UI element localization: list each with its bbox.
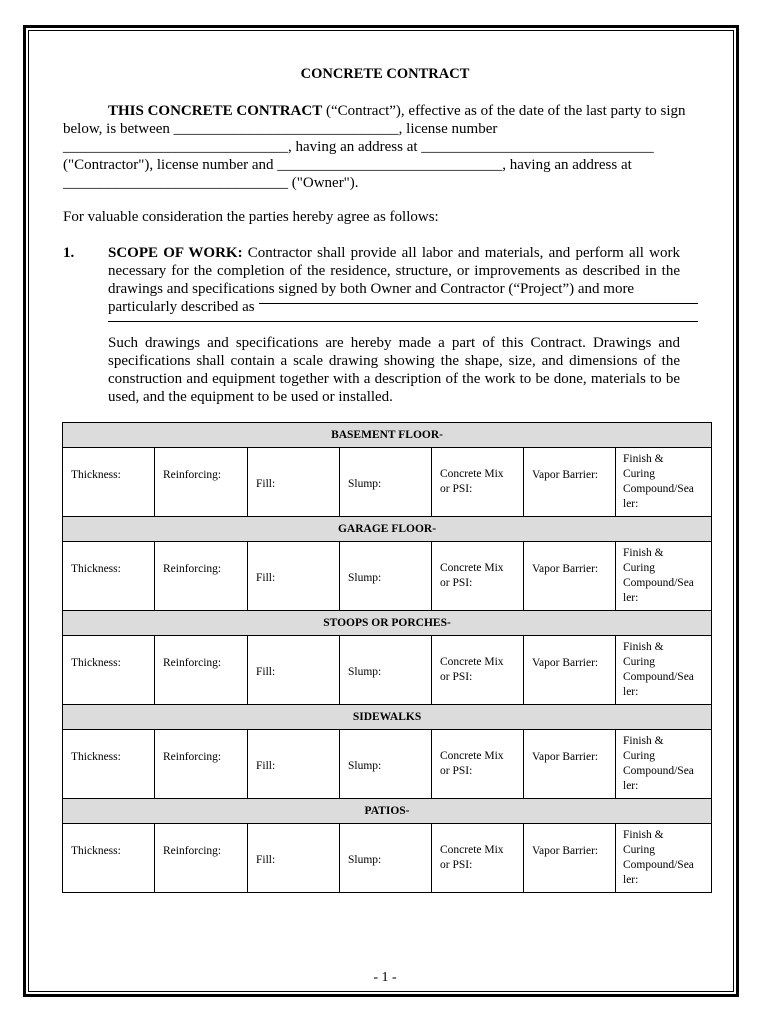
slump-cell[interactable] (340, 730, 432, 799)
finish-curing-cell[interactable] (616, 730, 712, 799)
scope-paragraph (108, 244, 680, 316)
section-header-row (63, 423, 712, 448)
reinforcing-label: Reinforcing: (163, 562, 222, 575)
spec-row (63, 636, 712, 705)
finish-curing-label (623, 546, 707, 606)
concrete-mix-label (440, 561, 519, 591)
intro-line-4: ("Contractor"), license number and ______________________________, having an address at (63, 157, 632, 173)
finish-curing-cell[interactable] (616, 448, 712, 517)
slump-cell[interactable] (340, 542, 432, 611)
concrete-mix-label-line-1: Concrete Mix (440, 844, 504, 856)
section-header-row (63, 611, 712, 636)
concrete-mix-label-line-1: Concrete Mix (440, 562, 504, 574)
slump-label: Slump: (348, 853, 382, 866)
finish-label-line-1: Finish & (623, 829, 664, 841)
fill-label: Fill: (256, 759, 276, 772)
vapor-barrier-cell[interactable] (524, 448, 616, 517)
vapor-barrier-cell[interactable] (524, 636, 616, 705)
concrete-mix-cell[interactable] (432, 824, 524, 893)
finish-label-line-2: Curing (623, 468, 655, 480)
fill-label: Fill: (256, 571, 276, 584)
thickness-label: Thickness: (71, 750, 121, 763)
section-header-row (63, 517, 712, 542)
finish-label-line-2: Curing (623, 844, 655, 856)
concrete-mix-label-line-1: Concrete Mix (440, 656, 504, 668)
drawings-paragraph: Such drawings and specifications are hereby made a part of this Contract. Drawings and specifications shall contain a scale drawing showing the shape, size, and dimensions of the construction and equipment together with a description of the work to be done, materials to be used, and the equipment to be used or installed. (108, 335, 680, 405)
description-blank-line-1 (259, 303, 698, 304)
concrete-mix-cell[interactable] (432, 636, 524, 705)
section-header: PATIOS- (63, 799, 712, 824)
reinforcing-cell[interactable] (155, 824, 248, 893)
page-number: - 1 - (373, 970, 397, 985)
slump-cell[interactable] (340, 824, 432, 893)
finish-label-line-3: Compound/Sea (623, 577, 694, 589)
finish-label-line-2: Curing (623, 750, 655, 762)
vapor-barrier-cell[interactable] (524, 730, 616, 799)
scope-last-line: particularly described as (108, 299, 255, 315)
thickness-label: Thickness: (71, 656, 121, 669)
reinforcing-label: Reinforcing: (163, 656, 222, 669)
vapor-barrier-cell[interactable] (524, 542, 616, 611)
reinforcing-label: Reinforcing: (163, 844, 222, 857)
reinforcing-cell[interactable] (155, 542, 248, 611)
concrete-mix-cell[interactable] (432, 730, 524, 799)
fill-label: Fill: (256, 477, 276, 490)
slump-cell[interactable] (340, 448, 432, 517)
intro-bold-lead: THIS CONCRETE CONTRACT (108, 103, 323, 119)
vapor-barrier-label: Vapor Barrier: (532, 750, 599, 763)
slump-label: Slump: (348, 477, 382, 490)
slump-label: Slump: (348, 571, 382, 584)
finish-label-line-3: Compound/Sea (623, 859, 694, 871)
concrete-mix-label-line-2: or PSI: (440, 671, 473, 683)
reinforcing-cell[interactable] (155, 636, 248, 705)
section-header-row (63, 799, 712, 824)
finish-curing-cell[interactable] (616, 636, 712, 705)
concrete-mix-label-line-2: or PSI: (440, 765, 473, 777)
consideration-text: For valuable consideration the parties hereby agree as follows: (63, 209, 439, 225)
fill-cell[interactable] (248, 636, 340, 705)
intro-line-1 (63, 102, 703, 120)
section-header: BASEMENT FLOOR- (63, 423, 712, 448)
finish-label-line-4: ler: (623, 686, 639, 698)
concrete-mix-label-line-1: Concrete Mix (440, 468, 504, 480)
section-header-row (63, 705, 712, 730)
spec-row (63, 542, 712, 611)
finish-curing-label (623, 640, 707, 700)
concrete-mix-label-line-1: Concrete Mix (440, 750, 504, 762)
finish-curing-cell[interactable] (616, 542, 712, 611)
thickness-label: Thickness: (71, 844, 121, 857)
finish-label-line-1: Finish & (623, 547, 664, 559)
intro-line-5: ______________________________ ("Owner"). (63, 175, 359, 191)
fill-cell[interactable] (248, 542, 340, 611)
finish-label-line-2: Curing (623, 562, 655, 574)
reinforcing-cell[interactable] (155, 448, 248, 517)
fill-cell[interactable] (248, 730, 340, 799)
finish-curing-label (623, 734, 707, 794)
finish-label-line-4: ler: (623, 592, 639, 604)
finish-curing-label (623, 828, 707, 888)
thickness-cell[interactable] (63, 542, 155, 611)
slump-label: Slump: (348, 665, 382, 678)
document-title: CONCRETE CONTRACT (300, 66, 470, 82)
intro-line-1-rest: (“Contract”), effective as of the date of the last party to sign (322, 103, 686, 119)
vapor-barrier-label: Vapor Barrier: (532, 844, 599, 857)
finish-label-line-3: Compound/Sea (623, 671, 694, 683)
section-header: SIDEWALKS (63, 705, 712, 730)
finish-curing-cell[interactable] (616, 824, 712, 893)
reinforcing-label: Reinforcing: (163, 750, 222, 763)
scope-heading: SCOPE OF WORK: (108, 245, 243, 261)
intro-line-2: below, is between ______________________________, license number (63, 121, 498, 137)
finish-label-line-3: Compound/Sea (623, 765, 694, 777)
reinforcing-cell[interactable] (155, 730, 248, 799)
scope-text: Contractor shall provide all labor and materials, and perform all work necessary for the completion of the residence, structure, or improvements as described in the drawings and specifications signed by both Owner and Contractor (“Project”) and more (108, 245, 681, 297)
section-header: GARAGE FLOOR- (63, 517, 712, 542)
thickness-cell[interactable] (63, 730, 155, 799)
intro-line-3: ______________________________, having an address at _______________________________ (63, 139, 654, 155)
thickness-cell[interactable] (63, 824, 155, 893)
finish-label-line-1: Finish & (623, 641, 664, 653)
concrete-mix-label (440, 655, 519, 685)
concrete-mix-label (440, 749, 519, 779)
concrete-mix-cell[interactable] (432, 448, 524, 517)
finish-label-line-4: ler: (623, 780, 639, 792)
concrete-mix-label (440, 843, 519, 873)
section-number: 1. (63, 245, 75, 261)
reinforcing-label: Reinforcing: (163, 468, 222, 481)
thickness-cell[interactable] (63, 448, 155, 517)
thickness-label: Thickness: (71, 562, 121, 575)
finish-label-line-4: ler: (623, 874, 639, 886)
thickness-cell[interactable] (63, 636, 155, 705)
concrete-mix-label-line-2: or PSI: (440, 577, 473, 589)
vapor-barrier-label: Vapor Barrier: (532, 656, 599, 669)
fill-cell[interactable] (248, 824, 340, 893)
fill-cell[interactable] (248, 448, 340, 517)
finish-label-line-2: Curing (623, 656, 655, 668)
spec-row (63, 448, 712, 517)
vapor-barrier-label: Vapor Barrier: (532, 468, 599, 481)
concrete-mix-label-line-2: or PSI: (440, 483, 473, 495)
concrete-spec-table (62, 422, 712, 893)
intro-paragraph (63, 102, 703, 192)
finish-label-line-4: ler: (623, 498, 639, 510)
finish-label-line-1: Finish & (623, 453, 664, 465)
fill-label: Fill: (256, 853, 276, 866)
finish-label-line-1: Finish & (623, 735, 664, 747)
concrete-mix-label-line-2: or PSI: (440, 859, 473, 871)
description-blank-line-2 (108, 321, 698, 322)
vapor-barrier-label: Vapor Barrier: (532, 562, 599, 575)
concrete-mix-label (440, 467, 519, 497)
spec-row (63, 824, 712, 893)
slump-cell[interactable] (340, 636, 432, 705)
finish-label-line-3: Compound/Sea (623, 483, 694, 495)
fill-label: Fill: (256, 665, 276, 678)
concrete-mix-cell[interactable] (432, 542, 524, 611)
finish-curing-label (623, 452, 707, 512)
spec-row (63, 730, 712, 799)
section-header: STOOPS OR PORCHES- (63, 611, 712, 636)
slump-label: Slump: (348, 759, 382, 772)
thickness-label: Thickness: (71, 468, 121, 481)
vapor-barrier-cell[interactable] (524, 824, 616, 893)
